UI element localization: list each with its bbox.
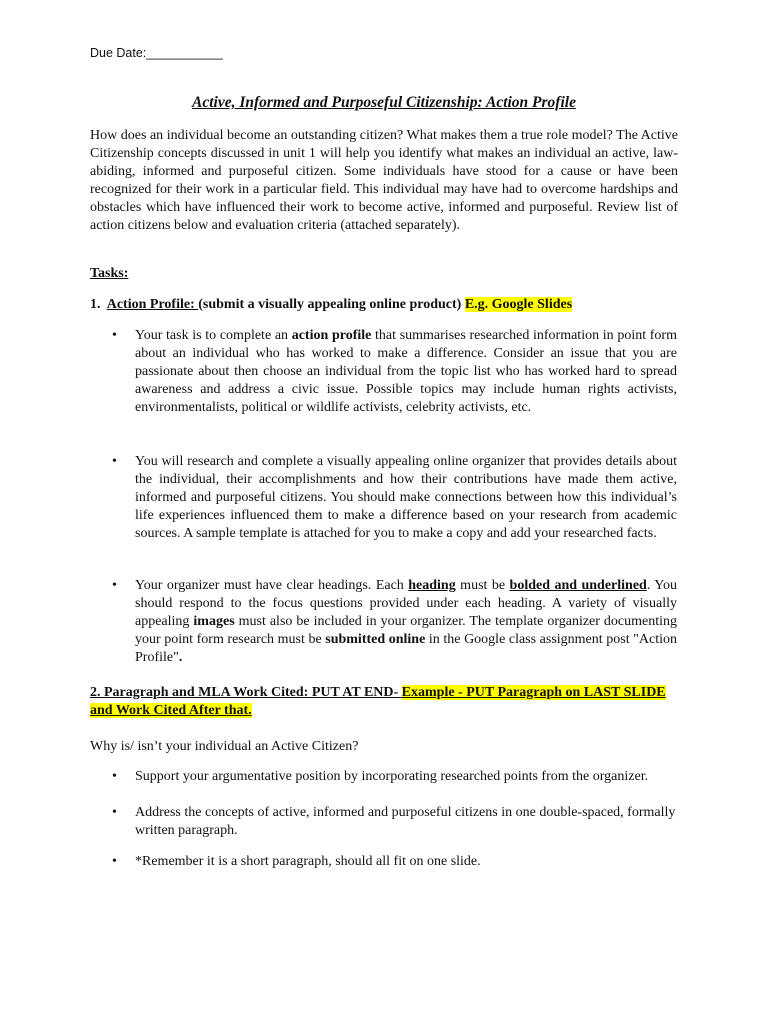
emphasis-heading: heading (408, 578, 456, 593)
emphasis-images: images (193, 614, 235, 629)
task1-heading (90, 296, 678, 314)
bullet-address: Address the concepts of active, informed and purposeful citizens in one double-spaced, formally written paragraph. (135, 805, 676, 838)
task1-number: 1. (90, 297, 101, 312)
bullet-support: Support your argumentative position by incorporating researched points from the organizer. (135, 769, 649, 784)
page-title: Active, Informed and Purposeful Citizenship: Action Profile (192, 94, 576, 111)
emphasis-bolded-underlined: bolded and underlined (509, 578, 647, 593)
bullet-marker: • (112, 854, 117, 869)
task1-desc: (submit a visually appealing online product) (198, 297, 462, 312)
bullet-marker: • (112, 769, 117, 784)
bullet-action-profile: Your task is to complete an action profile that summarises researched information in point form about an individual who has worked to make a difference. Consider an issue that you are passionate about then choose an individual from the topic list who has worked hard to spread awareness and address a civic issue. Possible topics may include human rights activists, environmentalists, political or wildlife activists, celebrity activists, etc. (135, 328, 677, 415)
question-text: Why is/ isn’t your individual an Active Citizen? (90, 739, 359, 754)
bullet-marker: • (112, 454, 117, 469)
bullet-marker: • (112, 805, 117, 820)
bullet-remember: *Remember it is a short paragraph, should all fit on one slide. (135, 854, 481, 869)
bullet-organizer: Your organizer must have clear headings. Each heading must be bolded and underlined. You should respond to the focus questions provided under each heading. A variety of visually appealing images must also be included in your organizer. The template organizer documenting your point form research must be submitted online in the Google class assignment post "Action Profile". (135, 578, 678, 665)
task2-highlight: Example - PUT Paragraph on LAST SLIDE and Work Cited After that. (90, 685, 666, 718)
bullet-marker: • (112, 328, 117, 343)
tasks-heading: Tasks: (90, 266, 129, 281)
task2-label: 2. Paragraph and MLA Work Cited: PUT AT END- (90, 685, 402, 700)
due-date: Due Date:___________ (90, 46, 223, 60)
task2-heading (90, 684, 678, 720)
bullet-research: You will research and complete a visually appealing online organizer that provides details about the individual, their accomplishments and how their contributions have made them active, informed and purposeful citizens. You should make connections between how this individual’s life experiences influenced them to make a difference based on your research from academic sources. A sample template is attached for you to make a copy and add your researched facts. (135, 454, 677, 541)
emphasis-submitted-online: submitted online (325, 632, 426, 647)
bullet-marker: • (112, 578, 117, 593)
emphasis-action-profile: action profile (291, 328, 372, 343)
task1-label: Action Profile: (106, 297, 199, 312)
intro-paragraph: How does an individual become an outstanding citizen? What makes them a true role model? The Active Citizenship concepts discussed in unit 1 will help you identify what makes an individual an active, law-abiding, informed and purposeful citizen. Some individuals have stood for a cause or have been recognized for their work in a particular field. This individual may have had to overcome hardships and obstacles which have influenced their work to become active, informed and purposeful. Review list of action citizens below and evaluation criteria (attached separately). (90, 128, 678, 233)
task1-highlight: E.g. Google Slides (464, 297, 573, 312)
